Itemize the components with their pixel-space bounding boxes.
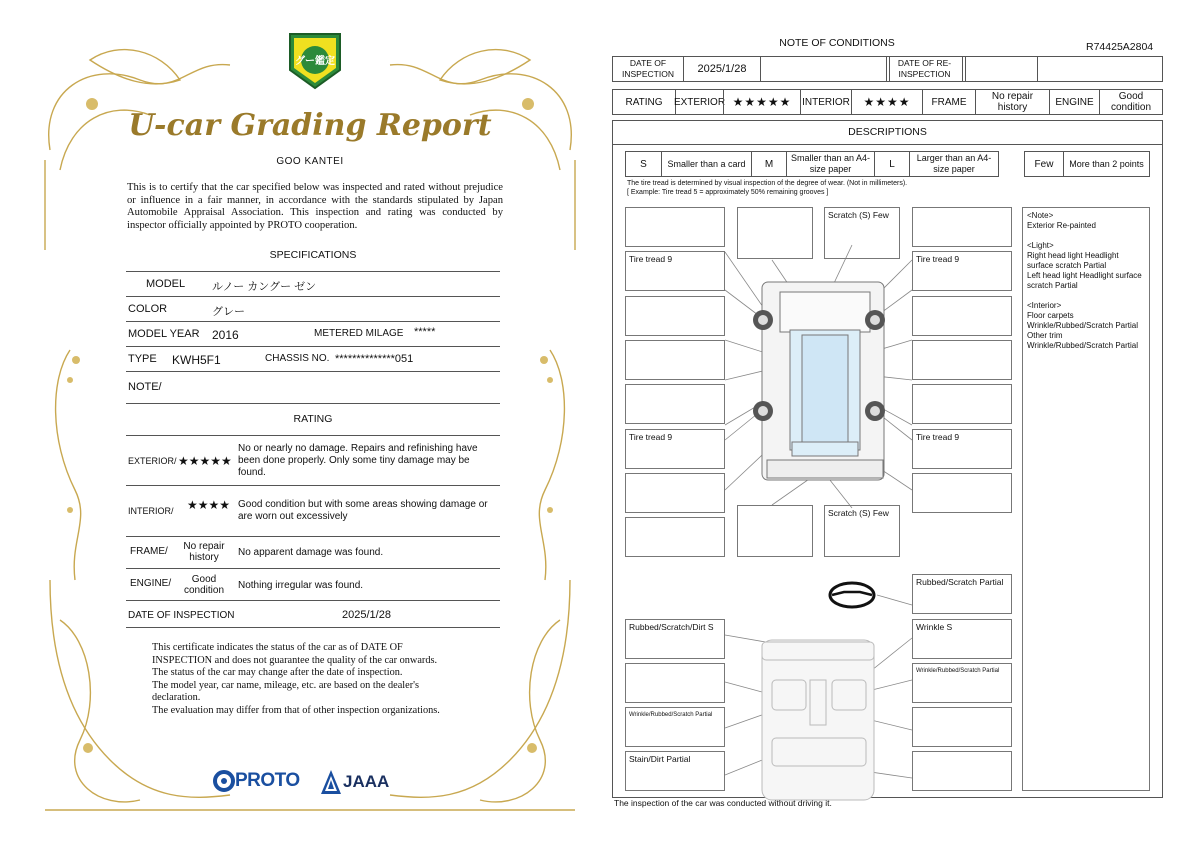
chassis-label: CHASSIS NO.	[265, 353, 330, 364]
grading-certificate	[30, 20, 590, 830]
divider	[126, 296, 500, 297]
condition-box	[737, 505, 813, 557]
engine-label: ENGINE	[1049, 89, 1100, 115]
disclaimer-line: declaration.	[152, 692, 201, 703]
disclaimer-line: This certificate indicates the status of the car as of DATE OF	[152, 642, 403, 653]
disclaimer	[152, 642, 482, 717]
divider	[126, 536, 500, 537]
legend-few-desc: More than 2 points	[1063, 151, 1150, 177]
engine-label: ENGINE/	[130, 578, 172, 589]
frame-value: No repair history	[975, 89, 1050, 115]
frame-value: No repair history	[183, 541, 225, 563]
divider	[126, 321, 500, 322]
divider	[126, 271, 500, 272]
steering-condition-box: Rubbed/Scratch Partial	[912, 574, 1012, 614]
wrinkle-box: Wrinkle S	[912, 619, 1012, 659]
divider	[126, 403, 500, 404]
engine-value: Good condition	[1099, 89, 1163, 115]
divider	[126, 627, 500, 628]
frame-label: FRAME	[922, 89, 976, 115]
interior-label: INTERIOR/	[128, 506, 174, 516]
note-line: Right head light Headlight surface scratch Partial	[1027, 251, 1119, 270]
condition-box	[912, 751, 1012, 791]
legend-l-desc: Larger than an A4-size paper	[909, 151, 999, 177]
note-line: Other trim	[1027, 331, 1063, 340]
engine-description: Nothing irregular was found.	[238, 580, 364, 591]
rating-heading: RATING	[293, 413, 333, 425]
date-of-inspection-value: 2025/1/28	[683, 56, 761, 82]
model-label: MODEL	[146, 278, 186, 290]
tire-tread-rear-right: Tire tread 9	[912, 429, 1012, 469]
color-value: グレー	[212, 306, 245, 318]
tire-tread-rear-left: Tire tread 9	[625, 429, 725, 469]
date-of-inspection-label: DATE OF INSPECTION	[612, 56, 684, 82]
divider	[126, 346, 500, 347]
model-year-value: 2016	[212, 328, 239, 342]
condition-box	[625, 663, 725, 703]
disclaimer-line: The status of the car may change after the date of inspection.	[152, 667, 403, 678]
rating-label: RATING	[612, 89, 676, 115]
divider	[126, 435, 500, 436]
disclaimer-line: The model year, car name, mileage, etc. are based on the dealer's	[152, 679, 420, 691]
interior-stars: ★★★★	[187, 498, 231, 512]
condition-box	[912, 707, 1012, 747]
scratch-top-box: Scratch (S) Few	[824, 207, 900, 259]
report-title: U-car Grading Report	[128, 108, 492, 143]
metered-milage-label: METERED MILAGE	[314, 328, 404, 339]
note-line: Wrinkle/Rubbed/Scratch Partial	[1027, 341, 1139, 350]
legend-few: Few	[1024, 151, 1064, 177]
descriptions-heading: DESCRIPTIONS	[612, 120, 1163, 145]
rubbed-dirt-box: Rubbed/Scratch/Dirt S	[625, 619, 725, 659]
divider	[126, 568, 500, 569]
condition-box	[912, 384, 1012, 424]
divider	[126, 371, 500, 372]
date-of-inspection-value: 2025/1/28	[342, 609, 391, 621]
legend-l: L	[874, 151, 910, 177]
note-label: NOTE/	[128, 381, 162, 393]
footer-note: The inspection of the car was conducted without driving it.	[614, 798, 832, 808]
model-year-label: MODEL YEAR	[128, 328, 200, 340]
legend-m: M	[751, 151, 787, 177]
frame-label: FRAME/	[130, 546, 168, 557]
condition-box	[737, 207, 813, 259]
date-of-reinspection-label: DATE OF RE-INSPECTION	[886, 56, 963, 82]
legend-s: S	[625, 151, 662, 177]
exterior-label: EXTERIOR	[675, 89, 724, 115]
note-line: Left head light Headlight surface scratch Partial	[1027, 271, 1142, 290]
note-of-conditions-sheet	[612, 30, 1167, 820]
divider	[126, 485, 500, 486]
jaaa-logo-icon	[320, 769, 342, 795]
condition-box	[625, 207, 725, 247]
note-line: <Note>	[1027, 211, 1054, 220]
proto-logo-icon	[213, 770, 235, 794]
specifications-heading: SPECIFICATIONS	[269, 249, 357, 261]
metered-milage-value: *****	[414, 326, 436, 338]
condition-box	[625, 384, 725, 424]
steering-wheel-icon	[830, 583, 874, 607]
note-line: Wrinkle/Rubbed/Scratch Partial	[1027, 321, 1139, 330]
condition-box	[625, 340, 725, 380]
exterior-label: EXTERIOR/	[128, 456, 177, 466]
disclaimer-line: INSPECTION and does not guarantee the quality of the car onwards.	[152, 654, 438, 666]
model-value: ルノー カングー ゼン	[212, 281, 317, 293]
note-spacer	[1027, 291, 1145, 301]
interior-description: Good condition but with some areas showing damage or are worn out excessively	[238, 499, 488, 522]
tread-example: [ Example: Tire tread 5 = approximately 50% remaining grooves ]	[627, 189, 829, 196]
type-value: KWH5F1	[172, 353, 221, 367]
condition-box	[625, 473, 725, 513]
disclaimer-line: The evaluation may differ from that of other inspection organizations.	[152, 704, 440, 716]
exterior-description: No or nearly no damage. Repairs and refinishing have been done properly. Only some tiny damage may be found.	[238, 443, 478, 478]
condition-box	[625, 296, 725, 336]
interior-label: INTERIOR	[800, 89, 852, 115]
conditions-title: NOTE OF CONDITIONS	[779, 37, 895, 49]
divider	[126, 600, 500, 601]
color-label: COLOR	[128, 303, 168, 315]
notes-panel	[1022, 207, 1150, 791]
wrinkle-left-box: Wrinkle/Rubbed/Scratch Partial	[625, 707, 725, 747]
tire-tread-front-right: Tire tread 9	[912, 251, 1012, 291]
note-line: <Interior>	[1027, 301, 1062, 310]
type-label: TYPE	[128, 353, 157, 365]
condition-box	[912, 473, 1012, 513]
date-of-inspection-label: DATE OF INSPECTION	[128, 610, 235, 621]
note-line: Exterior Re-painted	[1027, 221, 1096, 230]
condition-box	[912, 296, 1012, 336]
interior-stars: ★★★★	[851, 89, 923, 115]
logo-text: グー鑑定	[295, 56, 335, 67]
condition-box	[912, 207, 1012, 247]
certification-statement: This is to certify that the car specified below was inspected and rated without prejudice or influence in a fair manner, in accordance with the standards stipulated by Japan Automobile Appraisal Association. This inspection and rating was conducted by inspector officially appointed by PROTO cooperation.	[127, 182, 503, 231]
note-line: <Light>	[1027, 241, 1054, 250]
jaaa-logo-text: JAAA	[343, 772, 390, 791]
wrinkle-right-box: Wrinkle/Rubbed/Scratch Partial	[912, 663, 1012, 703]
report-subtitle: GOO KANTEI	[276, 156, 344, 167]
note-spacer	[1027, 231, 1145, 241]
condition-box	[912, 340, 1012, 380]
tread-note: The tire tread is determined by visual inspection of the degree of wear. (Not in millimeters).	[627, 180, 908, 187]
legend-s-desc: Smaller than a card	[661, 151, 752, 177]
exterior-stars: ★★★★★	[723, 89, 801, 115]
frame-description: No apparent damage was found.	[238, 547, 384, 558]
engine-value: Good condition	[183, 574, 225, 596]
legend-m-desc: Smaller than an A4-size paper	[786, 151, 875, 177]
exterior-stars: ★★★★★	[178, 454, 232, 468]
stain-box: Stain/Dirt Partial	[625, 751, 725, 791]
note-line: Floor carpets	[1027, 311, 1074, 320]
reference-number: R74425A2804	[1086, 41, 1154, 53]
tire-tread-front-left: Tire tread 9	[625, 251, 725, 291]
proto-logo-text: PROTO	[235, 770, 300, 791]
scratch-bottom-box: Scratch (S) Few	[824, 505, 900, 557]
chassis-value: **************051	[335, 353, 414, 365]
condition-box	[625, 517, 725, 557]
